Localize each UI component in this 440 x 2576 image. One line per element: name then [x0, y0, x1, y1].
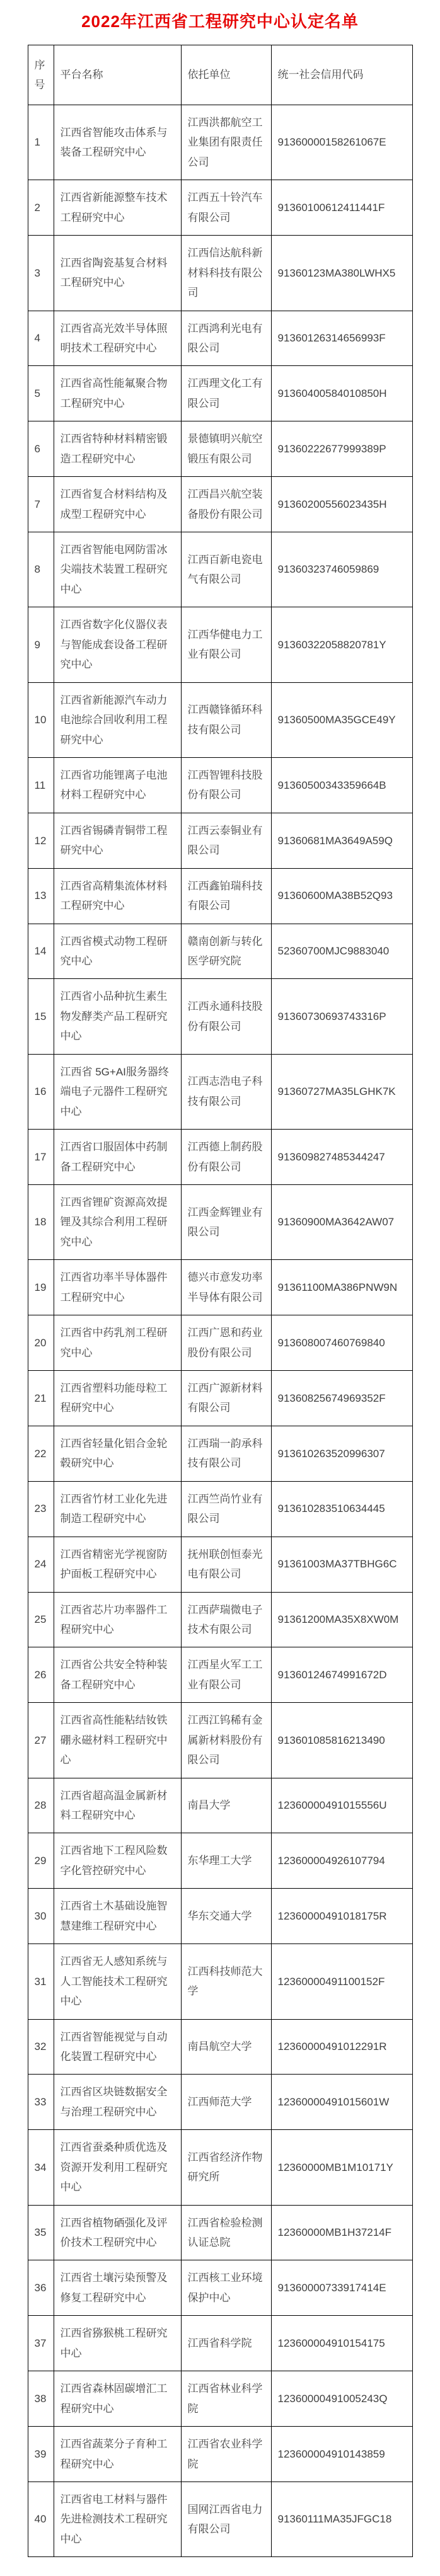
platform-name-cell: 江西省土壤污染预警及修复工程研究中心	[54, 2260, 181, 2316]
row-number-cell: 17	[28, 1130, 54, 1185]
credit-code-cell: 123600004910143859	[271, 2427, 412, 2482]
supporting-unit-cell: 江西省农业科学院	[181, 2427, 271, 2482]
table-row	[28, 924, 412, 979]
table-row	[28, 757, 412, 813]
platform-name-cell: 江西省竹材工业化先进制造工程研究中心	[54, 1481, 181, 1537]
credit-code-cell: 91360727MA35LGHK7K	[271, 1054, 412, 1129]
supporting-unit-cell: 江西核工业环境保护中心	[181, 2260, 271, 2316]
supporting-unit-cell: 江西广源新材料有限公司	[181, 1371, 271, 1426]
credit-code-cell: 913608007460769840	[271, 1315, 412, 1371]
table-row	[28, 2371, 412, 2427]
credit-code-cell: 123600004910154175	[271, 2316, 412, 2371]
platform-name-cell: 江西省森林固碳增汇工程研究中心	[54, 2371, 181, 2427]
table-row	[28, 1315, 412, 1371]
page-title: 2022年江西省工程研究中心认定名单	[81, 12, 359, 31]
table-row	[28, 1481, 412, 1537]
table-row	[28, 1426, 412, 1481]
supporting-unit-cell: 赣南创新与转化医学研究院	[181, 924, 271, 979]
supporting-unit-cell: 江西江钨稀有金属新材料股份有限公司	[181, 1703, 271, 1778]
row-number-cell: 22	[28, 1426, 54, 1481]
row-number-cell: 14	[28, 924, 54, 979]
supporting-unit-cell: 江西赣锋循环科技有限公司	[181, 682, 271, 757]
platform-name-cell: 江西省复合材料结构及成型工程研究中心	[54, 477, 181, 532]
supporting-unit-cell: 江西洪都航空工业集团有限责任公司	[181, 105, 271, 180]
platform-name-cell: 江西省塑料功能母粒工程研究中心	[54, 1371, 181, 1426]
platform-name-cell: 江西省芯片功率器件工程研究中心	[54, 1592, 181, 1647]
credit-code-cell: 12360000MB1M10171Y	[271, 2130, 412, 2205]
credit-code-cell: 91360000733917414E	[271, 2260, 412, 2316]
row-number-cell: 32	[28, 2019, 54, 2075]
supporting-unit-cell: 江西昌兴航空装备股份有限公司	[181, 477, 271, 532]
table-row	[28, 2316, 412, 2371]
table-row	[28, 607, 412, 682]
supporting-unit-cell: 江西师范大学	[181, 2075, 271, 2130]
platform-name-cell: 江西省新能源汽车动力电池综合回收利用工程研究中心	[54, 682, 181, 757]
platform-name-cell: 江西省小品种抗生素生物发酵类产品工程研究中心	[54, 979, 181, 1054]
row-number-cell: 10	[28, 682, 54, 757]
supporting-unit-cell: 江西五十铃汽车有限公司	[181, 180, 271, 236]
supporting-unit-cell: 江西科技师范大学	[181, 1944, 271, 2019]
supporting-unit-cell: 国网江西省电力有限公司	[181, 2482, 271, 2556]
credit-code-cell: 91360600MA38B52Q93	[271, 868, 412, 924]
credit-code-cell: 91360111MA35JFGC18	[271, 2482, 412, 2556]
credit-code-cell: 12360000MB1H37214F	[271, 2205, 412, 2260]
row-number-cell: 9	[28, 607, 54, 682]
supporting-unit-cell: 江西星火军工工业有限公司	[181, 1647, 271, 1703]
row-number-cell: 8	[28, 532, 54, 607]
header-row	[28, 45, 412, 105]
table-row	[28, 477, 412, 532]
row-number-cell: 19	[28, 1260, 54, 1315]
platform-name-cell: 江西省高光效半导体照明技术工程研究中心	[54, 311, 181, 366]
table-row	[28, 1260, 412, 1315]
row-number-cell: 25	[28, 1592, 54, 1647]
supporting-unit-cell: 景德镇明兴航空锻压有限公司	[181, 421, 271, 477]
credit-code-cell: 91360730693743316P	[271, 979, 412, 1054]
row-number-cell: 12	[28, 813, 54, 868]
supporting-unit-cell: 江西智锂科技股份有限公司	[181, 757, 271, 813]
supporting-unit-cell: 江西萨瑞微电子技术有限公司	[181, 1592, 271, 1647]
platform-name-cell: 江西省蚕桑种质优选及资源开发利用工程研究中心	[54, 2130, 181, 2205]
column-header: 序号	[28, 45, 54, 105]
row-number-cell: 37	[28, 2316, 54, 2371]
credit-code-cell: 12360000491015556U	[271, 1778, 412, 1833]
platform-name-cell: 江西省 5G+AI服务器终端电子元器件工程研究中心	[54, 1054, 181, 1129]
table-row	[28, 682, 412, 757]
credit-code-cell: 913609827485344247	[271, 1130, 412, 1185]
platform-name-cell: 江西省智能攻击体系与装备工程研究中心	[54, 105, 181, 180]
row-number-cell: 31	[28, 1944, 54, 2019]
table-row	[28, 180, 412, 236]
supporting-unit-cell: 江西广恩和药业股份有限公司	[181, 1315, 271, 1371]
supporting-unit-cell: 东华理工大学	[181, 1833, 271, 1889]
row-number-cell: 21	[28, 1371, 54, 1426]
platform-name-cell: 江西省功率半导体器件工程研究中心	[54, 1260, 181, 1315]
platform-name-cell: 江西省电工材料与器件先进检测技术工程研究中心	[54, 2482, 181, 2556]
credit-code-cell: 913610283510634445	[271, 1481, 412, 1537]
row-number-cell: 39	[28, 2427, 54, 2482]
credit-code-cell: 12360000491005243Q	[271, 2371, 412, 2427]
credit-code-cell: 91361100MA386PNW9N	[271, 1260, 412, 1315]
credit-code-cell: 91360000158261067E	[271, 105, 412, 180]
platform-name-cell: 江西省土木基础设施智慧建维工程研究中心	[54, 1889, 181, 1944]
row-number-cell: 35	[28, 2205, 54, 2260]
table-row	[28, 1944, 412, 2019]
platform-name-cell: 江西省智能电网防雷冰尖端技术装置工程研究中心	[54, 532, 181, 607]
supporting-unit-cell: 华东交通大学	[181, 1889, 271, 1944]
table-row	[28, 366, 412, 421]
platform-name-cell: 江西省精密光学视窗防护面板工程研究中心	[54, 1537, 181, 1592]
credit-code-cell: 91360100612411441F	[271, 180, 412, 236]
table-row	[28, 1647, 412, 1703]
platform-name-cell: 江西省数字化仪器仪表与智能成套设备工程研究中心	[54, 607, 181, 682]
credit-code-cell: 91360400584010850H	[271, 366, 412, 421]
platform-name-cell: 江西省轻量化铝合金轮毂研究中心	[54, 1426, 181, 1481]
credit-code-cell: 91360124674991672D	[271, 1647, 412, 1703]
row-number-cell: 38	[28, 2371, 54, 2427]
row-number-cell: 6	[28, 421, 54, 477]
supporting-unit-cell: 江西省检验检测认证总院	[181, 2205, 271, 2260]
platform-name-cell: 江西省无人感知系统与人工智能技术工程研究中心	[54, 1944, 181, 2019]
row-number-cell: 34	[28, 2130, 54, 2205]
platform-name-cell: 江西省高精集流体材料工程研究中心	[54, 868, 181, 924]
table-row	[28, 1537, 412, 1592]
table-row	[28, 1054, 412, 1129]
column-header: 统一社会信用代码	[271, 45, 412, 105]
credit-code-cell: 12360000491012291R	[271, 2019, 412, 2075]
column-header: 依托单位	[181, 45, 271, 105]
supporting-unit-cell: 江西云泰铜业有限公司	[181, 813, 271, 868]
row-number-cell: 1	[28, 105, 54, 180]
supporting-unit-cell: 江西省林业科学院	[181, 2371, 271, 2427]
row-number-cell: 18	[28, 1184, 54, 1259]
credit-code-cell: 12360000491100152F	[271, 1944, 412, 2019]
credit-code-cell: 91360126314656993F	[271, 311, 412, 366]
row-number-cell: 24	[28, 1537, 54, 1592]
row-number-cell: 7	[28, 477, 54, 532]
row-number-cell: 15	[28, 979, 54, 1054]
supporting-unit-cell: 江西信达航科新材料科技有限公司	[181, 236, 271, 311]
platform-name-cell: 江西省猕猴桃工程研究中心	[54, 2316, 181, 2371]
credit-code-cell: 913610263520996307	[271, 1426, 412, 1481]
platform-name-cell: 江西省功能锂离子电池材料工程研究中心	[54, 757, 181, 813]
platform-name-cell: 江西省陶瓷基复合材料工程研究中心	[54, 236, 181, 311]
platform-name-cell: 江西省口服固体中药制备工程研究中心	[54, 1130, 181, 1185]
row-number-cell: 23	[28, 1481, 54, 1537]
credit-code-cell: 91360200556023435H	[271, 477, 412, 532]
table-row	[28, 1371, 412, 1426]
credit-code-cell: 913601085816213490	[271, 1703, 412, 1778]
platform-name-cell: 江西省高性能氟聚合物工程研究中心	[54, 366, 181, 421]
supporting-unit-cell: 江西竺尚竹业有限公司	[181, 1481, 271, 1537]
platform-name-cell: 江西省锂矿资源高效提锂及其综合利用工程研究中心	[54, 1184, 181, 1259]
row-number-cell: 26	[28, 1647, 54, 1703]
platform-name-cell: 江西省锡磷青铜带工程研究中心	[54, 813, 181, 868]
table-row	[28, 979, 412, 1054]
table-row	[28, 868, 412, 924]
credit-code-cell: 91360322058820781Y	[271, 607, 412, 682]
table-row	[28, 2205, 412, 2260]
supporting-unit-cell: 德兴市意发功率半导体有限公司	[181, 1260, 271, 1315]
table-row	[28, 2130, 412, 2205]
credit-code-cell: 91360222677999389P	[271, 421, 412, 477]
table-row	[28, 421, 412, 477]
credit-code-cell: 91360900MA3642AW07	[271, 1184, 412, 1259]
supporting-unit-cell: 江西瑞一韵承科技有限公司	[181, 1426, 271, 1481]
table-row	[28, 236, 412, 311]
row-number-cell: 29	[28, 1833, 54, 1889]
table-row	[28, 1778, 412, 1833]
table-row	[28, 2075, 412, 2130]
table-row	[28, 2260, 412, 2316]
table-row	[28, 1184, 412, 1259]
column-header: 平台名称	[54, 45, 181, 105]
credit-code-cell: 12360000491018175R	[271, 1889, 412, 1944]
table-row	[28, 1703, 412, 1778]
credit-code-cell: 91360825674969352F	[271, 1371, 412, 1426]
table-row	[28, 1833, 412, 1889]
platform-name-cell: 江西省新能源整车技术工程研究中心	[54, 180, 181, 236]
platform-name-cell: 江西省植物硒强化及评价技术工程研究中心	[54, 2205, 181, 2260]
table-row	[28, 105, 412, 180]
table-row	[28, 1889, 412, 1944]
table-row	[28, 2482, 412, 2556]
credit-code-cell: 52360700MJC9883040	[271, 924, 412, 979]
platform-name-cell: 江西省地下工程风险数字化管控研究中心	[54, 1833, 181, 1889]
platform-name-cell: 江西省模式动物工程研究中心	[54, 924, 181, 979]
supporting-unit-cell: 江西德上制药股份有限公司	[181, 1130, 271, 1185]
row-number-cell: 30	[28, 1889, 54, 1944]
credit-code-cell: 91361003MA37TBHG6C	[271, 1537, 412, 1592]
row-number-cell: 4	[28, 311, 54, 366]
row-number-cell: 5	[28, 366, 54, 421]
platform-name-cell: 江西省区块链数据安全与治理工程研究中心	[54, 2075, 181, 2130]
certification-table	[28, 45, 413, 2557]
row-number-cell: 28	[28, 1778, 54, 1833]
row-number-cell: 11	[28, 757, 54, 813]
platform-name-cell: 江西省中药乳剂工程研究中心	[54, 1315, 181, 1371]
credit-code-cell: 91360500MA35GCE49Y	[271, 682, 412, 757]
row-number-cell: 2	[28, 180, 54, 236]
table-row	[28, 532, 412, 607]
credit-code-cell: 91360123MA380LWHX5	[271, 236, 412, 311]
table-row	[28, 1592, 412, 1647]
supporting-unit-cell: 江西金辉锂业有限公司	[181, 1184, 271, 1259]
supporting-unit-cell: 江西鸿利光电有限公司	[181, 311, 271, 366]
platform-name-cell: 江西省高性能粘结钕铁硼永磁材料工程研究中心	[54, 1703, 181, 1778]
platform-name-cell: 江西省超高温金属新材料工程研究中心	[54, 1778, 181, 1833]
supporting-unit-cell: 江西永通科技股份有限公司	[181, 979, 271, 1054]
row-number-cell: 36	[28, 2260, 54, 2316]
credit-code-cell: 91360681MA3649A59Q	[271, 813, 412, 868]
row-number-cell: 27	[28, 1703, 54, 1778]
credit-code-cell: 91360500343359664B	[271, 757, 412, 813]
supporting-unit-cell: 江西鑫铂瑞科技有限公司	[181, 868, 271, 924]
credit-code-cell: 123600004926107794	[271, 1833, 412, 1889]
supporting-unit-cell: 江西省经济作物研究所	[181, 2130, 271, 2205]
supporting-unit-cell: 江西省科学院	[181, 2316, 271, 2371]
table-row	[28, 2427, 412, 2482]
supporting-unit-cell: 江西华健电力工业有限公司	[181, 607, 271, 682]
credit-code-cell: 12360000491015601W	[271, 2075, 412, 2130]
row-number-cell: 20	[28, 1315, 54, 1371]
supporting-unit-cell: 江西百新电瓷电气有限公司	[181, 532, 271, 607]
row-number-cell: 13	[28, 868, 54, 924]
supporting-unit-cell: 南昌大学	[181, 1778, 271, 1833]
supporting-unit-cell: 抚州联创恒泰光电有限公司	[181, 1537, 271, 1592]
platform-name-cell: 江西省公共安全特种装备工程研究中心	[54, 1647, 181, 1703]
credit-code-cell: 91360323746059869	[271, 532, 412, 607]
table-row	[28, 2019, 412, 2075]
platform-name-cell: 江西省蔬菜分子育种工程研究中心	[54, 2427, 181, 2482]
platform-name-cell: 江西省特种材料精密锻造工程研究中心	[54, 421, 181, 477]
credit-code-cell: 91361200MA35X8XW0M	[271, 1592, 412, 1647]
platform-name-cell: 江西省智能视觉与自动化装置工程研究中心	[54, 2019, 181, 2075]
table-row	[28, 1130, 412, 1185]
row-number-cell: 40	[28, 2482, 54, 2556]
row-number-cell: 3	[28, 236, 54, 311]
supporting-unit-cell: 江西理文化工有限公司	[181, 366, 271, 421]
table-body	[28, 105, 412, 2557]
row-number-cell: 33	[28, 2075, 54, 2130]
supporting-unit-cell: 南昌航空大学	[181, 2019, 271, 2075]
table-row	[28, 311, 412, 366]
row-number-cell: 16	[28, 1054, 54, 1129]
supporting-unit-cell: 江西志浩电子科技有限公司	[181, 1054, 271, 1129]
table-row	[28, 813, 412, 868]
